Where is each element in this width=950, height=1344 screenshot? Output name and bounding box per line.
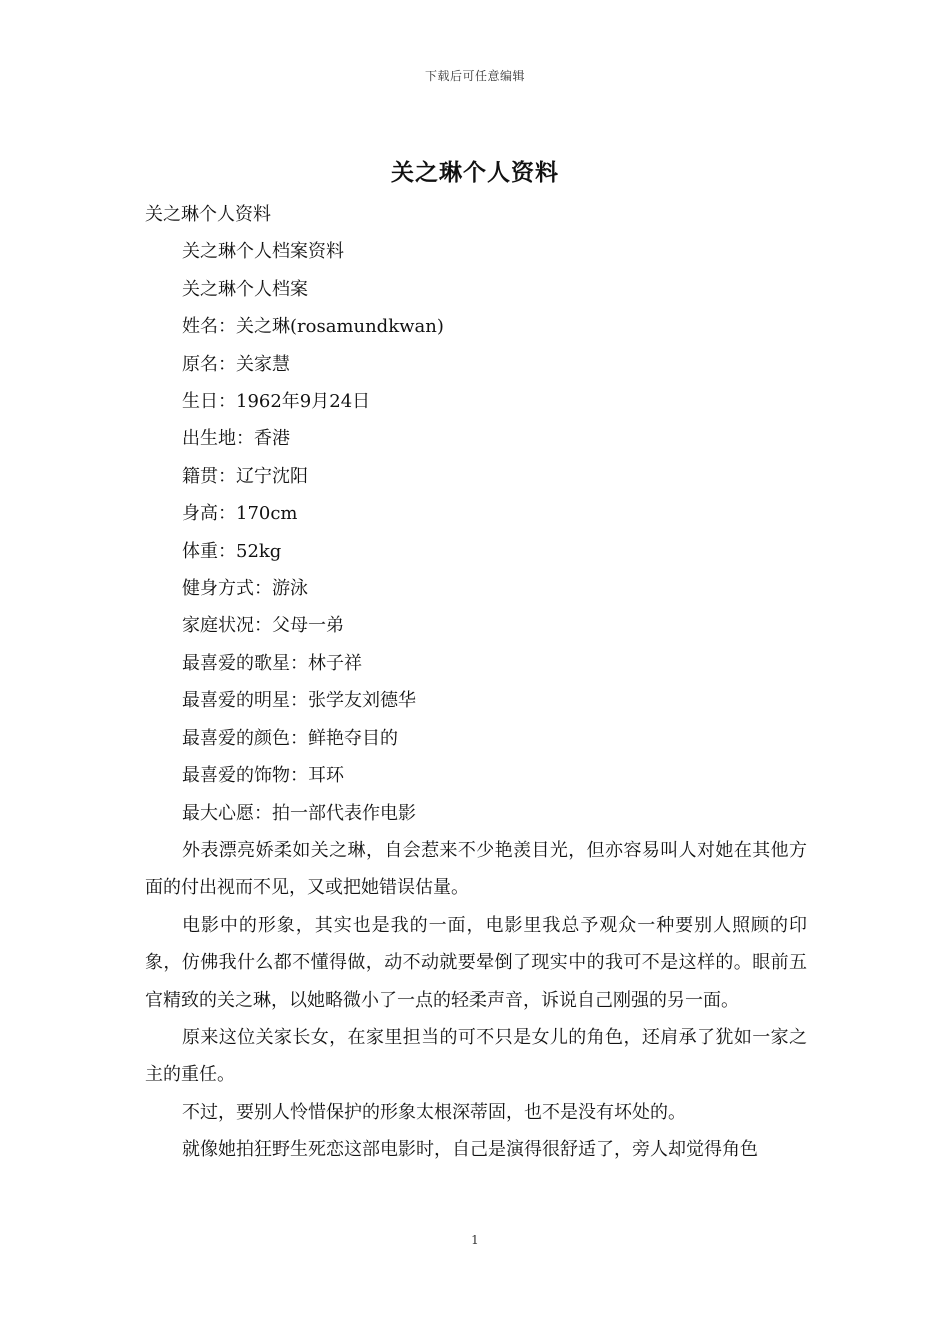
body-paragraph: 不过，要别人怜惜保护的形象太根深蒂固，也不是没有坏处的。	[182, 1101, 686, 1123]
profile-field: 原名：关家慧	[182, 353, 290, 375]
body-paragraph: 外表漂亮娇柔如关之琳，自会惹来不少艳羡目光，但亦容易叫人对她在其他方面的付出视而不见，又或把她错误估量。	[145, 839, 807, 899]
page-header: 下载后可任意编辑	[424, 69, 525, 83]
body-paragraph: 就像她拍狂野生死恋这部电影时，自己是演得很舒适了，旁人却觉得角色	[182, 1139, 758, 1161]
body-paragraph: 电影中的形象，其实也是我的一面，电影里我总予观众一种要别人照顾的印象，仿佛我什么都不懂得做，动不动就要晕倒了现实中的我可不是这样的。眼前五官精致的关之琳，以她略微小了一点的轻柔声音，诉说自己刚强的另一面。	[145, 914, 807, 1011]
document-body	[145, 196, 807, 1169]
profile-field: 生日：1962年9月24日	[182, 391, 371, 413]
profile-field: 最喜爱的明星：张学友刘德华	[182, 690, 416, 712]
profile-field: 身高：170cm	[182, 503, 298, 525]
document-title: 关之琳个人资料	[391, 159, 559, 186]
paragraph-heading: 关之琳个人资料	[145, 204, 271, 225]
profile-field: 最喜爱的歌星：林子祥	[182, 652, 362, 674]
page-number: 1	[471, 1233, 479, 1247]
profile-field: 体重：52kg	[182, 540, 282, 562]
body-paragraph: 原来这位关家长女，在家里担当的可不只是女儿的角色，还肩承了犹如一家之主的重任。	[145, 1026, 807, 1086]
paragraph-subheading: 关之琳个人档案	[182, 278, 308, 300]
profile-field: 家庭状况：父母一弟	[182, 615, 344, 637]
profile-field: 健身方式：游泳	[182, 578, 308, 600]
profile-field: 姓名：关之琳(rosamundkwan)	[182, 316, 444, 338]
paragraph-subheading: 关之琳个人档案资料	[182, 241, 344, 263]
profile-field: 出生地：香港	[182, 428, 290, 450]
profile-field: 最大心愿：拍一部代表作电影	[182, 802, 416, 824]
profile-field: 籍贯：辽宁沈阳	[182, 465, 308, 487]
profile-field: 最喜爱的颜色：鲜艳夺目的	[182, 727, 398, 749]
profile-field: 最喜爱的饰物：耳环	[182, 765, 344, 787]
